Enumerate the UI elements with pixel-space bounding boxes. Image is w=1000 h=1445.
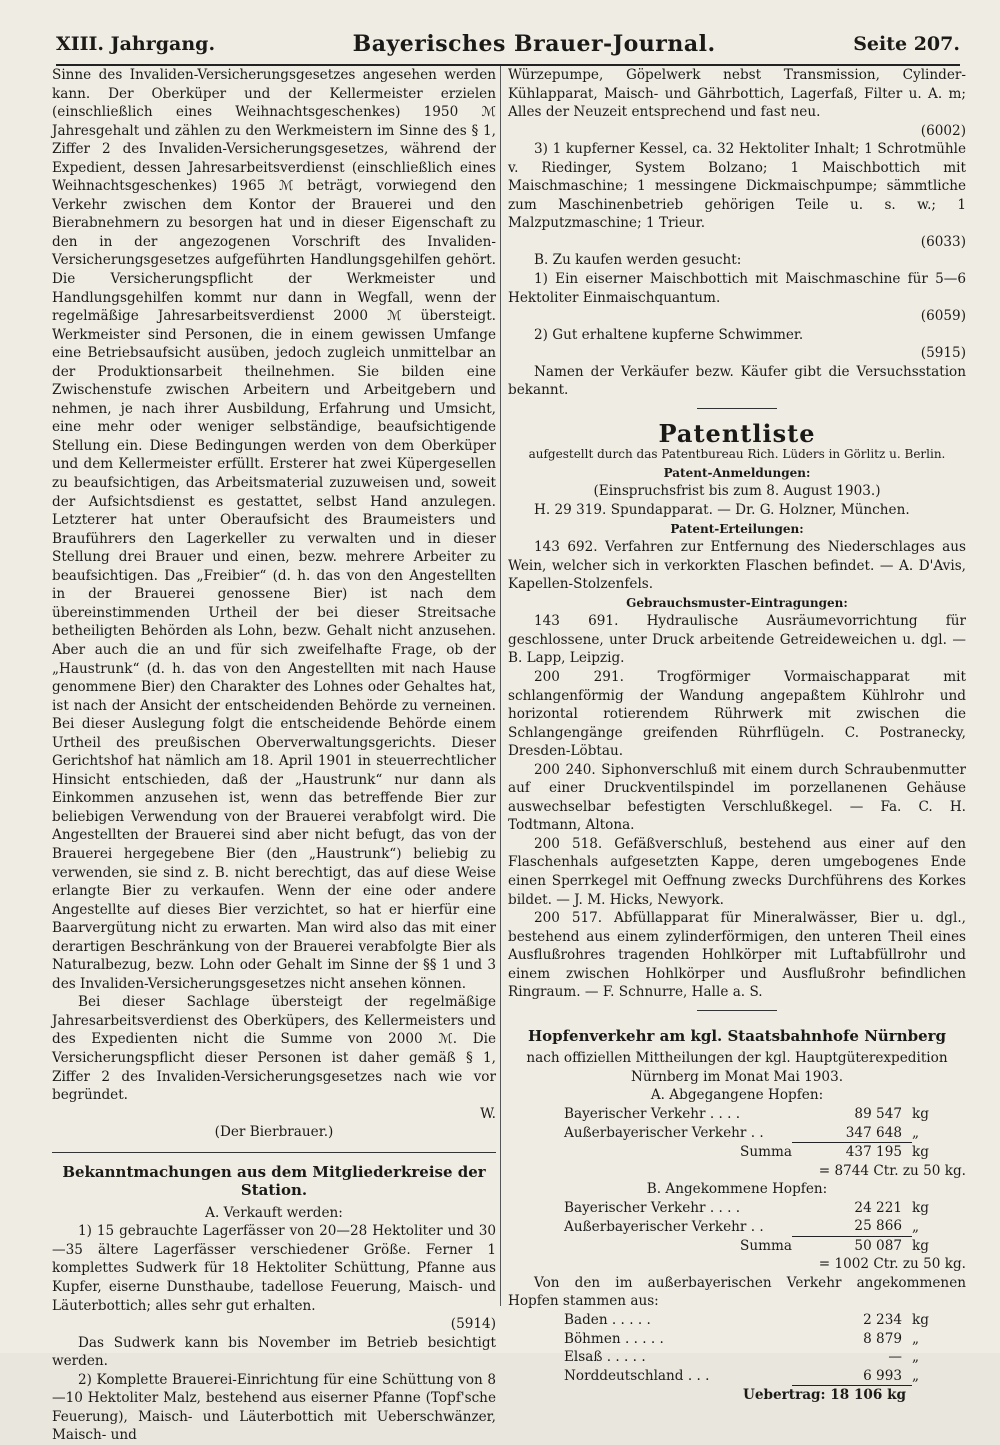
patent-entry: 200 291. Trogförmiger Vormaischapparat mit schlangenförmig der Wandung angepaßtem Kühlrohr und horizontal rotierendem Rührwerk mit zwischen die Schlangengänge greifenden Rührflügeln. C. Postranecky, Dresden-Löbtau. <box>508 668 966 760</box>
utility-models-heading: Gebrauchsmuster-Eintragungen: <box>626 595 848 610</box>
notice-item: Würzepumpe, Göpelwerk nebst Transmission, Cylinder-Kühlapparat, Maisch- und Gährbottich, Lagerfaß, Filter u. A. m; Alles der Neuzeit entsprechend und fast neu. <box>508 67 966 121</box>
patent-list-subtitle: aufgestellt durch das Patentbureau Rich. Lüders in Görlitz u. Berlin. <box>528 447 946 462</box>
patent-grants-heading: Patent-Erteilungen: <box>670 521 804 536</box>
notice-item: 1) Ein eiserner Maischbottich mit Maischmaschine für 5—6 Hektoliter Einmaischquantum. <box>508 271 966 306</box>
notice-item: Das Sudwerk kann bis November im Betrieb besichtigt werden. <box>52 1334 496 1370</box>
sold-heading: A. Verkauft werden: <box>205 1204 343 1221</box>
table-row: Außerbayerischer Verkehr . . 25 866 „ <box>564 1218 920 1235</box>
patent-entry: H. 29 319. Spundapparat. — Dr. G. Holzner, München. <box>534 502 910 519</box>
notice-item: 2) Komplette Brauerei-Einrichtung für eine Schüttung von 8—10 Hektoliter Malz, bestehend aus eiserner Pfanne (Topf'sche Feuerung), Maisch- und Läuterbottich mit Ueberschwänzer, Maisch- und <box>52 1371 496 1444</box>
notice-code: (5915) <box>920 345 966 362</box>
table-row: Elsaß . . . . . — „ <box>564 1349 920 1366</box>
section-title: Bekanntmachungen aus dem Mitgliederkreise der Station. <box>62 1162 486 1200</box>
article-source: (Der Bierbrauer.) <box>214 1124 334 1141</box>
table-row: Norddeutschland . . . 6 993 „ <box>564 1367 920 1384</box>
notice-footer: Namen der Verkäufer bezw. Käufer gibt die Versuchsstation bekannt. <box>508 363 966 399</box>
right-column <box>508 66 966 1405</box>
page-header <box>56 28 960 66</box>
section-divider <box>697 408 777 409</box>
table-row: Bayerischer Verkehr . . . . 24 221 kg <box>564 1199 929 1216</box>
arrived-table <box>508 1199 966 1274</box>
patent-list-title: Patentliste <box>658 418 816 448</box>
hop-traffic-title: Hopfenverkehr am kgl. Staatsbahnhofe Nürnberg <box>527 1026 947 1045</box>
notice-code: (6033) <box>920 233 966 250</box>
departed-heading: A. Abgegangene Hopfen: <box>650 1087 824 1104</box>
page-number: Seite 207. <box>853 33 960 55</box>
patent-applications-heading: Patent-Anmeldungen: <box>663 465 811 480</box>
journal-title: Bayerisches Brauer-Journal. <box>352 31 716 57</box>
notice-code: (5914) <box>450 1316 496 1333</box>
arrived-heading: B. Angekommene Hopfen: <box>646 1181 828 1198</box>
table-row: Außerbayerischer Verkehr . . 347 648 „ <box>564 1124 920 1141</box>
hop-traffic-subtitle: nach offiziellen Mittheilungen der kgl. Hauptgüterexpedition Nürnberg im Monat Mai 1903. <box>526 1050 948 1085</box>
author-sign: W. <box>480 1105 496 1122</box>
table-row: Baden . . . . . 2 234 kg <box>564 1312 929 1328</box>
table-row: Böhmen . . . . . 8 879 „ <box>564 1330 920 1347</box>
objection-deadline: (Einspruchsfrist bis zum 8. August 1903.) <box>593 483 881 500</box>
article-paragraph: Bei dieser Sachlage übersteigt der regelmäßige Jahresarbeitsverdienst des Oberküpers, des Kellermeisters und des Expedienten nicht die Summe von 2000 ℳ. Die Versicherungspflicht dieser Personen ist daher gemäß § 1, Ziffer 2 des Invaliden-Versicherungsgesetzes nach wie vor begründet. <box>52 994 496 1104</box>
origin-text: Von den im außerbayerischen Verkehr angekommenen Hopfen stammen aus: <box>508 1274 966 1310</box>
table-row: Bayerischer Verkehr . . . . 89 547 kg <box>564 1105 929 1122</box>
patent-entry: 200 518. Gefäßverschluß, bestehend aus einer auf den Flaschenhals aufgesetzten Kappe, deren umgebogenes Ende einen Sperrkegel mit Oeffnung zwecks Durchführens des Korkes bildet. — J. M. Hicks, Newyork. <box>508 835 966 908</box>
notice-code: (6002) <box>920 122 966 139</box>
patent-entry: 200 517. Abfüllapparat für Mineralwässer, Bier u. dgl., bestehend aus einem zylinderförmigen, den unteren Theil eines Ausflußrohres tragenden Hohlkörper mit Luftabfüllrohr und einem zwischen Hohlkörper und Ausflußrohr befindlichen Ringraum. — F. Schnurre, Halle a. S. <box>508 910 966 1001</box>
notice-item: 1) 15 gebrauchte Lagerfässer von 20—28 Hektoliter und 30—35 ältere Lagerfässer verschiedener Größe. Ferner 1 komplettes Sudwerk für 18 Hektoliter Schüttung, Pfanne aus Kupfer, eiserne Dunsthaube, tadellose Feuerung, Maisch- und Läuterbottich; alles sehr gut erhalten. <box>52 1223 496 1314</box>
notice-code: (6059) <box>920 308 966 325</box>
section-divider <box>697 1010 777 1011</box>
patent-entry: 200 240. Siphonverschluß mit einem durch Schraubenmutter auf einer Druckventilspindel im porzellanenen Gehäuse auswechselbar befestigten Verschlußkegel. — Fa. C. H. Todtmann, Altona. <box>508 761 966 834</box>
departed-table <box>508 1105 966 1180</box>
notice-item: 3) 1 kupferner Kessel, ca. 32 Hektoliter Inhalt; 1 Schrotmühle v. Riedinger, System Bolzano; 1 Maischbottich mit Maischmaschine; 1 messingene Dickmaischpumpe; sämmtliche zum Maschinenbetrieb gehörigen Teile u. s. w.; 1 Malzputzmaschine; 1 Trieur. <box>508 141 966 232</box>
section-divider <box>52 1152 496 1153</box>
article-paragraph: Sinne des Invaliden-Versicherungsgesetzes angesehen werden kann. Der Oberküper und der Kellermeister erzielen (einschließlich eines Weihnachtsgeschenkes) 1950 ℳ Jahresgehalt und zählen zu den Werkmeistern im Sinne des § 1, Ziffer 2 des Invaliden-Versicherungsgesetzes, während der Expedient, dessen Jahresarbeitsverdienst (einschließlich eines Weihnachtsgeschenkes) 1965 ℳ beträgt, vorwiegend den Verkehr zwischen dem Kontor der Brauerei und den Bierabnehmern zu besorgen hat und in dieser Eigenschaft zu den in der angezogenen Vorschrift des Invaliden-Versicherungsgesetzes aufgeführten Handlungsgehilfen gehört. Die Versicherungspflicht der Werkmeister und Handlungsgehilfen kommt nur dann in Wegfall, wenn der regelmäßige Jahresarbeitsverdienst 2000 ℳ übersteigt. Werkmeister sind Personen, die in einem gewissen Umfange eine Betriebsaufsicht ausüben, jedoch zugleich unmittelbar an der Produktionsarbeit theilnehmen. Sie bilden eine Zwischenstufe zwischen Arbeitern und Arbeitgebern und nehmen, je nach ihrer Ausbildung, Erfahrung und Umsicht, eine mehr oder weniger selbständige, beaufsichtigende Stellung ein. Diese Bedingungen werden von dem Oberküper und dem Kellermeister erfüllt. Ersterer hat zwei Küpergesellen zu beaufsichtigen, das Arbeitsmaterial zuzuweisen und, soweit der Aufsichtsdienst es gestattet, selbst Hand anzulegen. Letzterer hat unter Oberaufsicht des Braumeisters und Brauführers den Lagerkeller zu verwalten und in dieser Stellung drei Brauer und einen, bezw. mehrere Arbeiter zu beaufsichtigen. Das „Freibier“ (d. h. das von den Angestellten in der Brauerei genossene Bier) ist nach dem übereinstimmenden Urtheil der bei dieser Streitsache betheiligten Behörden als Lohn, bezw. Gehalt nicht anzusehen. Aber auch die an und für sich zweifelhafte Frage, ob der „Haustrunk“ (d. h. das von den Angestellten mit nach Hause genommene Bier) den Charakter des Lohnes oder Gehaltes hat, ist nach der Ansicht der entscheidenden Behörde zu verneinen. Bei dieser Auslegung folgt die entscheidende Behörde einem Urtheil des preußischen Oberverwaltungsgerichts. Dieser Gerichtshof hat nämlich am 18. April 1901 in steuerrechtlicher Hinsicht entschieden, daß der „Haustrunk“ nur dann als Einkommen anzusehen ist, wenn das betreffende Bier zur beliebigen Verwendung von der Brauerei verabfolgt wird. Die Angestellten der Brauerei sind aber nicht befugt, das von der Brauerei hergegebene Bier (den „Haustrunk“) beliebig zu verwenden, sie sind z. B. nicht berechtigt, das auf diese Weise erlangte Bier zu verkaufen. Wenn der eine oder andere Angestellte auf dieses Bier verzichtet, so hat er hierfür eine Baarvergütung nicht zu erwarten. Man wird also das mit einer derartigen Beschränkung von der Brauerei verabfolgte Bier als Naturalbezug, bezw. Lohn oder Gehalt im Sinne der §§ 1 und 3 des Invaliden-Versicherungsgesetzes nicht ansehen können. <box>52 67 496 992</box>
table-row: = 1002 Ctr. zu 50 kg. <box>818 1256 966 1273</box>
origin-table <box>508 1311 966 1386</box>
table-row: Summa 437 195 kg <box>740 1143 929 1161</box>
column-divider <box>500 66 501 1306</box>
carry-over-total: Uebertrag: 18 106 kg <box>742 1387 906 1404</box>
notice-item: 2) Gut erhaltene kupferne Schwimmer. <box>534 326 804 343</box>
patent-entry: 143 692. Verfahren zur Entfernung des Niederschlages aus Wein, welcher sich in verkorkten Flaschen befindet. — A. D'Avis, Kapellen-Stolzenfels. <box>508 539 966 593</box>
patent-entry: 143 691. Hydraulische Ausräumevorrichtung für geschlossene, unter Druck arbeitende Getreideweichen u. dgl. — B. Lapp, Leipzig. <box>508 613 966 667</box>
table-row: Summa 50 087 kg <box>740 1237 929 1254</box>
volume-label: XIII. Jahrgang. <box>56 33 216 55</box>
bought-heading: B. Zu kaufen werden gesucht: <box>534 252 742 269</box>
table-row: = 8744 Ctr. zu 50 kg. <box>818 1162 966 1179</box>
left-column <box>52 66 496 1445</box>
